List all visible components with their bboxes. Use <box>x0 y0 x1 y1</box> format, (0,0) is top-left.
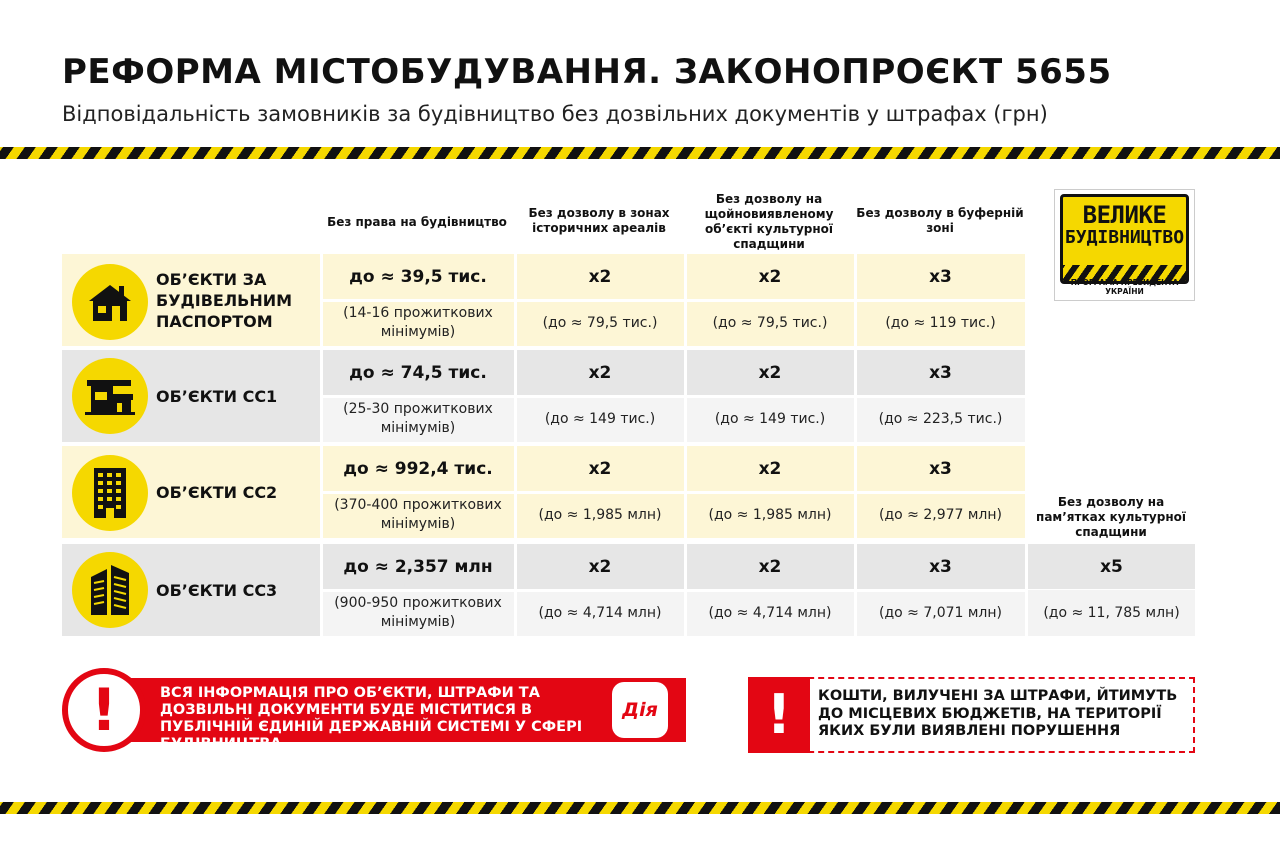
row-label: ОБ’ЄКТИ СС2 <box>156 483 278 502</box>
column-header-newly-found-heritage: Без дозволу на щойновиявленому об’єкті культурної спадщини <box>704 192 834 251</box>
multiplier-historic: x2 <box>588 458 612 479</box>
column-header-heritage-monuments: Без дозволу на пам’ятках культурної спадщини <box>1036 495 1186 539</box>
amount-buffer: (до ≈ 2,977 млн) <box>879 506 1002 523</box>
amount-newly-found: (до ≈ 79,5 тис.) <box>712 314 828 331</box>
base-fine: до ≈ 2,357 млн <box>343 556 493 577</box>
amount-historic: (до ≈ 79,5 тис.) <box>542 314 658 331</box>
multiplier-historic: x2 <box>588 266 612 287</box>
exclamation-icon: ! <box>748 677 810 753</box>
column-header-no-right: Без права на будівництво <box>327 215 507 229</box>
hazard-stripe-top <box>0 147 1280 159</box>
multiplier-newly-found: x2 <box>758 458 782 479</box>
exclamation-icon: ! <box>62 668 146 752</box>
column-header-buffer-zone: Без дозволу в буферній зоні <box>856 206 1024 235</box>
cottage-icon <box>72 358 148 434</box>
amount-newly-found: (до ≈ 1,985 млн) <box>708 506 832 523</box>
column-header-historic-areas: Без дозволу в зонах історичних ареалів <box>528 206 670 235</box>
banner-text: КОШТИ, ВИЛУЧЕНІ ЗА ШТРАФИ, ЙТИМУТЬ ДО МІСЦЕВИХ БЮДЖЕТІВ, НА ТЕРИТОРІЇ ЯКИХ БУЛИ ВИЯВЛЕНІ ПОРУШЕННЯ <box>818 688 1178 739</box>
multiplier-newly-found: x2 <box>758 362 782 383</box>
velyke-budivnytstvo-logo: ВЕЛИКЕ БУДІВНИЦТВО ПРОГРАМА ПРЕЗИДЕНТА УКРАЇНИ <box>1054 189 1195 301</box>
multiplier-historic: x2 <box>588 362 612 383</box>
amount-heritage-monuments: (до ≈ 11, 785 млн) <box>1028 590 1195 636</box>
page-subtitle: Відповідальність замовників за будівництво без дозвільних документів у штрафах (грн) <box>62 102 1048 126</box>
info-banner-public-system <box>62 668 686 752</box>
base-fine: до ≈ 992,4 тис. <box>343 458 493 479</box>
row-label: ОБ’ЄКТИ СС3 <box>156 581 278 600</box>
row-label: ОБ’ЄКТИ СС1 <box>156 387 278 406</box>
multiplier-newly-found: x2 <box>758 266 782 287</box>
multiplier-newly-found: x2 <box>758 556 782 577</box>
multiplier-historic: x2 <box>588 556 612 577</box>
banner-text: ВСЯ ІНФОРМАЦІЯ ПРО ОБ’ЄКТИ, ШТРАФИ ТА ДОЗВІЛЬНІ ДОКУМЕНТИ БУДЕ МІСТИТИСЯ В ПУБЛІЧНІЙ ЄДИНІЙ ДЕРЖАВНІЙ СИСТЕМІ У СФЕРІ БУДІВНИЦТВА <box>160 685 583 752</box>
base-fine-note: (370-400 прожиткових мінімумів) <box>334 497 502 532</box>
amount-historic: (до ≈ 149 тис.) <box>516 396 684 442</box>
multiplier-buffer: x3 <box>929 556 952 577</box>
amount-historic: (до ≈ 4,714 млн) <box>516 590 684 636</box>
amount-newly-found: (до ≈ 149 тис.) <box>686 396 854 442</box>
info-banner-local-budgets <box>748 677 1195 753</box>
skyscraper-icon <box>72 552 148 628</box>
hazard-stripe-bottom <box>0 802 1280 814</box>
apartment-building-icon <box>72 455 148 531</box>
base-fine-note: (14-16 прожиткових мінімумів) <box>343 305 493 340</box>
multiplier-buffer: x3 <box>929 458 952 479</box>
row-label: ОБ’ЄКТИ ЗА БУДІВЕЛЬНИМ ПАСПОРТОМ <box>156 270 293 331</box>
multiplier-heritage-monuments: x5 <box>1028 544 1195 589</box>
amount-newly-found: (до ≈ 4,714 млн) <box>686 590 854 636</box>
multiplier-buffer: x3 <box>929 362 952 383</box>
base-fine-note: (900-950 прожиткових мінімумів) <box>322 590 514 636</box>
amount-buffer: (до ≈ 7,071 млн) <box>856 590 1025 636</box>
house-icon <box>72 264 148 340</box>
base-fine-note: (25-30 прожиткових мінімумів) <box>322 396 514 442</box>
page-title: РЕФОРМА МІСТОБУДУВАННЯ. ЗАКОНОПРОЄКТ 5655 <box>62 52 1112 92</box>
amount-historic: (до ≈ 1,985 млн) <box>538 506 662 523</box>
diia-app-icon: Дія <box>612 682 668 738</box>
base-fine: до ≈ 74,5 тис. <box>349 362 487 383</box>
base-fine: до ≈ 39,5 тис. <box>349 266 487 287</box>
amount-buffer: (до ≈ 119 тис.) <box>885 314 996 331</box>
multiplier-buffer: x3 <box>929 266 952 287</box>
amount-buffer: (до ≈ 223,5 тис.) <box>856 396 1025 442</box>
